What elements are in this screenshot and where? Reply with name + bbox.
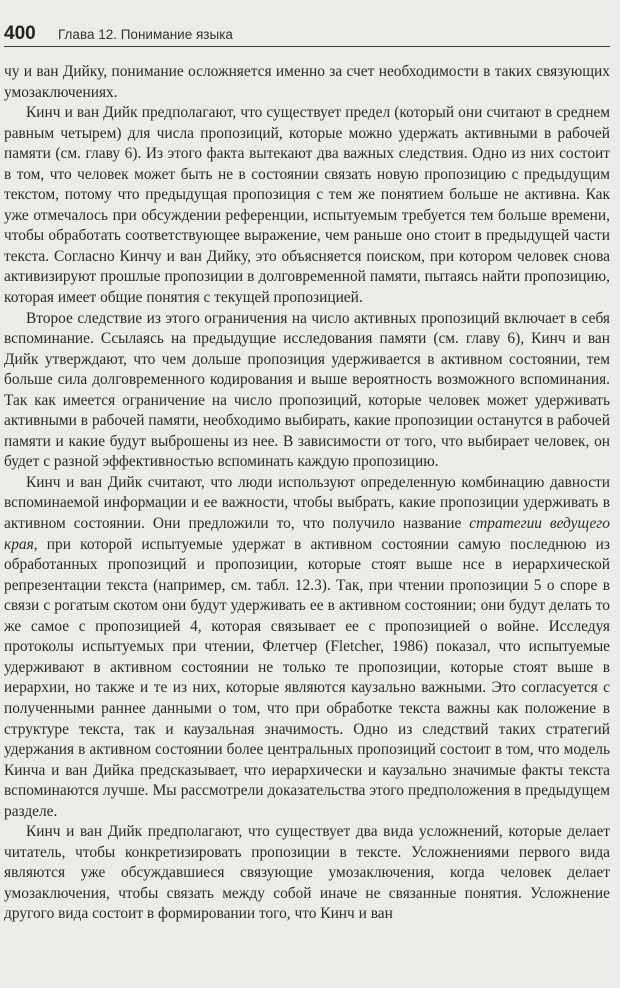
paragraph-leading-edge-strategy [4,473,610,822]
running-head: Глава 12. Понимание языка [58,27,233,42]
paragraph-elaborations: Кинч и ван Дийк предполагают, что существует два вида усложнений, которые делает читатель, чтобы конкретизировать пропозиции в тексте. Усложнениями первого вида являются уже обсуждавшиеся связующие умозаключения, когда человек делает умозаключения, чтобы связать между собой иначе не связанные понятия. Усложнение другого вида состоит в формировании того, что Кинч и ван [4,823,610,923]
paragraph-continuation: чу и ван Дийку, понимание осложняется именно за счет необходимости в таких связующих умозаключениях. [4,63,610,101]
italic-term: стратегии ведущего края [4,515,610,553]
body-text [4,62,610,925]
text-segment: Кинч и ван Дийк считают, что люди используют определенную комбинацию давности вспоминаемой информации и ее важности, чтобы выбрать, какие пропозиции удерживать в активном состоянии. Они предложили то, что получило название [4,473,610,533]
paragraph-second-consequence: Второе следствие из этого ограничения на число активных пропозиций включает в себя вспоминание. Ссылаясь на предыдущие исследования памяти (см. главу 6), Кинч и ван Дийк утверждают, что чем дольше пропозиция удерживается в активном состоянии, тем больше сила долговременного кодирования и выше вероятность возможного вспоминания. Так как имеется ограничение на число пропозиций, которые человек может удерживать активными в рабочей памяти, необходимо выбирать, какие пропозиции останутся в рабочей памяти и какие будут выброшены из нее. В зависимости от того, что выбирает человек, он будет с разной эффективностью вспоминать каждую пропозицию. [4,309,610,471]
paragraph-proposition-limit: Кинч и ван Дийк предполагают, что существует предел (который они считают в среднем равным четырем) для числа пропозиций, которые можно удержать активными в рабочей памяти (см. главу 6). Из этого факта вытекают два важных следствия. Одно из них состоит в том, что человек может быть не в состоянии связать новую пропозицию с предыдущим текстом, потому что предыдущая пропозиция с тем же понятием больше не активна. Как уже отмечалось при обсуждении референции, испытуемым требуется тем больше времени, чтобы обработать соответствующее выражение, чем раньше оно стоит в предыдущей части текста. Согласно Кинчу и ван Дийку, это объясняется поиском, при котором человек снова активизируют прошлые пропозиции в долговременной памяти, пытаясь найти пропозицию, которая имеет общие понятия с текущей пропозицией. [4,104,610,307]
page-number: 400 [4,23,36,44]
page-header [4,24,610,47]
text-segment: , при которой испытуемые удержат в активном состоянии самую последнюю из обработанных пропозиций и пропозиции, которые стоят выше нсе в иерархической репрезентации текста (например, см. табл. 12.3). Так, при чтении пропозиции 5 о споре в связи с рогатым скотом они будут удерживать ее в активном состоянии; они будут делать то же самое с пропозицией 4, которая связывает ее с пропозицией о войне. Исследуя протоколы испытуемых при чтении, Флетчер (Fletcher, 1986) показал, что испытуемые удерживают в активном состоянии не только те пропозиции, которые стоят выше в иерархии, но также и те из них, которые являются каузально важными. Это согласуется с полученными раннее данными о том, что при обработке текста важны как положение в структуре текста, так и каузальная значимость. Одно из следствий таких стратегий удержания в активном состоянии более центральных пропозиций состоит в том, что модель Кинча и ван Дийка предсказывает, что иерархически и каузально значимые факты текста вспоминаются лучше. Мы рассмотрели доказательства этого предположения в предыдущем разделе. [4,535,610,820]
